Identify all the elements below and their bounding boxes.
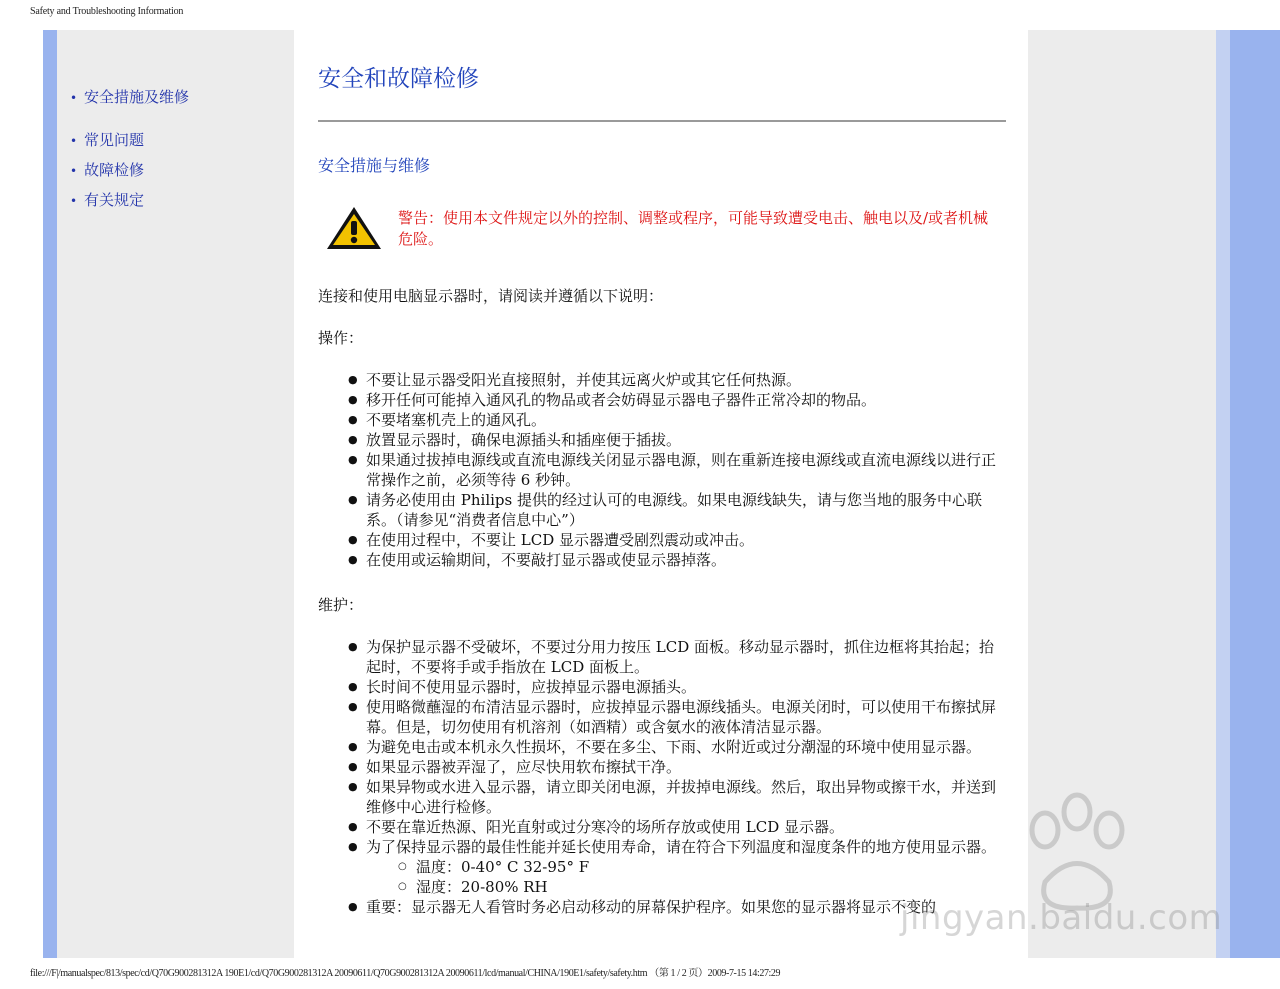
warning-icon: [324, 204, 384, 252]
list-item: ● 在使用或运输期间，不要敲打显示器或使显示器掉落。: [348, 550, 1008, 570]
list-item: ● 不要让显示器受阳光直接照射，并使其远离火炉或其它任何热源。: [348, 370, 1008, 390]
left-blue-band: [43, 30, 57, 958]
list-item: ● 不要在靠近热源、阳光直射或过分寒冷的场所存放或使用 LCD 显示器。: [348, 817, 1008, 837]
sidebar-item-label[interactable]: 常见问题: [84, 131, 145, 149]
sidebar-item-faq[interactable]: [70, 129, 144, 150]
list-item: ● 如果通过拔掉电源线或直流电源线关闭显示器电源，则在重新连接电源线或直流电源线以进行正常操作之前，必须等待 6 秒钟。: [348, 450, 1008, 490]
warning-text: 警告：使用本文件规定以外的控制、调整或程序，可能导致遭受电击、触电以及/或者机械危险。: [398, 209, 989, 248]
bullet-icon: •: [70, 164, 78, 178]
sidebar-item-label[interactable]: 故障检修: [84, 161, 145, 179]
list-item: [348, 837, 1008, 897]
list-item: ● 请务必使用由 Philips 提供的经过认可的电源线。如果电源线缺失，请与您当地的服务中心联系。（请参见“消费者信息中心”）: [348, 490, 1008, 530]
conditions-list: [366, 857, 1008, 897]
list-item: ● 如果显示器被弄湿了，应尽快用软布擦拭干净。: [348, 757, 1008, 777]
list-item: ● 使用略微蘸湿的布清洁显示器时，应拔掉显示器电源线插头。电源关闭时，可以使用干布擦拭屏幕。但是，切勿使用有机溶剂（如酒精）或含氨水的液体清洁显示器。: [348, 697, 1008, 737]
maintenance-list: [348, 637, 1008, 917]
sidebar-item-safety[interactable]: [70, 86, 189, 107]
list-item: ● 重要：显示器无人看管时务必启动移动的屏幕保护程序。如果您的显示器将显示不变的: [348, 897, 1008, 917]
list-item: ● 为保护显示器不受破坏，不要过分用力按压 LCD 面板。移动显示器时，抓住边框将其抬起；抬起时，不要将手或手指放在 LCD 面板上。: [348, 637, 1008, 677]
list-item: ● 放置显示器时，确保电源插头和插座便于插拔。: [348, 430, 1008, 450]
list-item-text: 为了保持显示器的最佳性能并延长使用寿命，请在符合下列温度和湿度条件的地方使用显示器。: [366, 838, 997, 856]
list-item: ● 为避免电击或本机永久性损坏，不要在多尘、下雨、水附近或过分潮湿的环境中使用显示器。: [348, 737, 1008, 757]
right-blue-band: [1230, 30, 1280, 958]
intro-text: 连接和使用电脑显示器时，请阅读并遵循以下说明：: [318, 287, 664, 305]
list-item: ● 不要堵塞机壳上的通风孔。: [348, 410, 1008, 430]
divider: [318, 120, 1006, 122]
right-panel: [1028, 30, 1216, 958]
condition-temperature: ○ 温度：0-40° C 32-95° F: [396, 857, 1008, 877]
watermark-text: jingyan.baidu.com: [900, 898, 1223, 938]
sidebar-item-label[interactable]: 有关规定: [84, 191, 145, 209]
bullet-icon: •: [70, 194, 78, 208]
operation-list: [348, 370, 1008, 570]
maintenance-heading: 维护：: [318, 596, 364, 614]
bullet-icon: •: [70, 91, 78, 105]
print-header: Safety and Troubleshooting Information: [30, 6, 184, 17]
list-item: ● 如果异物或水进入显示器，请立即关闭电源，并拔掉电源线。然后，取出异物或擦干水，并送到维修中心进行检修。: [348, 777, 1008, 817]
condition-humidity: ○ 湿度：20-80% RH: [396, 877, 1008, 897]
bullet-icon: •: [70, 134, 78, 148]
right-light-band: [1216, 30, 1230, 958]
sidebar-item-label[interactable]: 安全措施及维修: [84, 88, 190, 106]
section-heading: 安全措施与维修: [318, 156, 431, 175]
operation-heading: 操作：: [318, 329, 364, 347]
list-item: ● 移开任何可能掉入通风孔的物品或者会妨碍显示器电子器件正常冷却的物品。: [348, 390, 1008, 410]
list-item: ● 在使用过程中，不要让 LCD 显示器遭受剧烈震动或冲击。: [348, 530, 1008, 550]
sidebar-item-regulatory[interactable]: [70, 189, 144, 210]
list-item: ● 长时间不使用显示器时，应拔掉显示器电源插头。: [348, 677, 1008, 697]
print-footer: file:///F|/manualspec/813/spec/cd/Q70G900281312A 190E1/cd/Q70G900281312A 20090611/Q70G900281312A 20090611/lcd/manual/CHINA/190E1/safety/safety.htm （第 1 / 2 页）2009-7-15 14:27:29: [30, 968, 781, 979]
page-title: 安全和故障检修: [318, 66, 479, 92]
sidebar-item-troubleshooting[interactable]: [70, 159, 144, 180]
